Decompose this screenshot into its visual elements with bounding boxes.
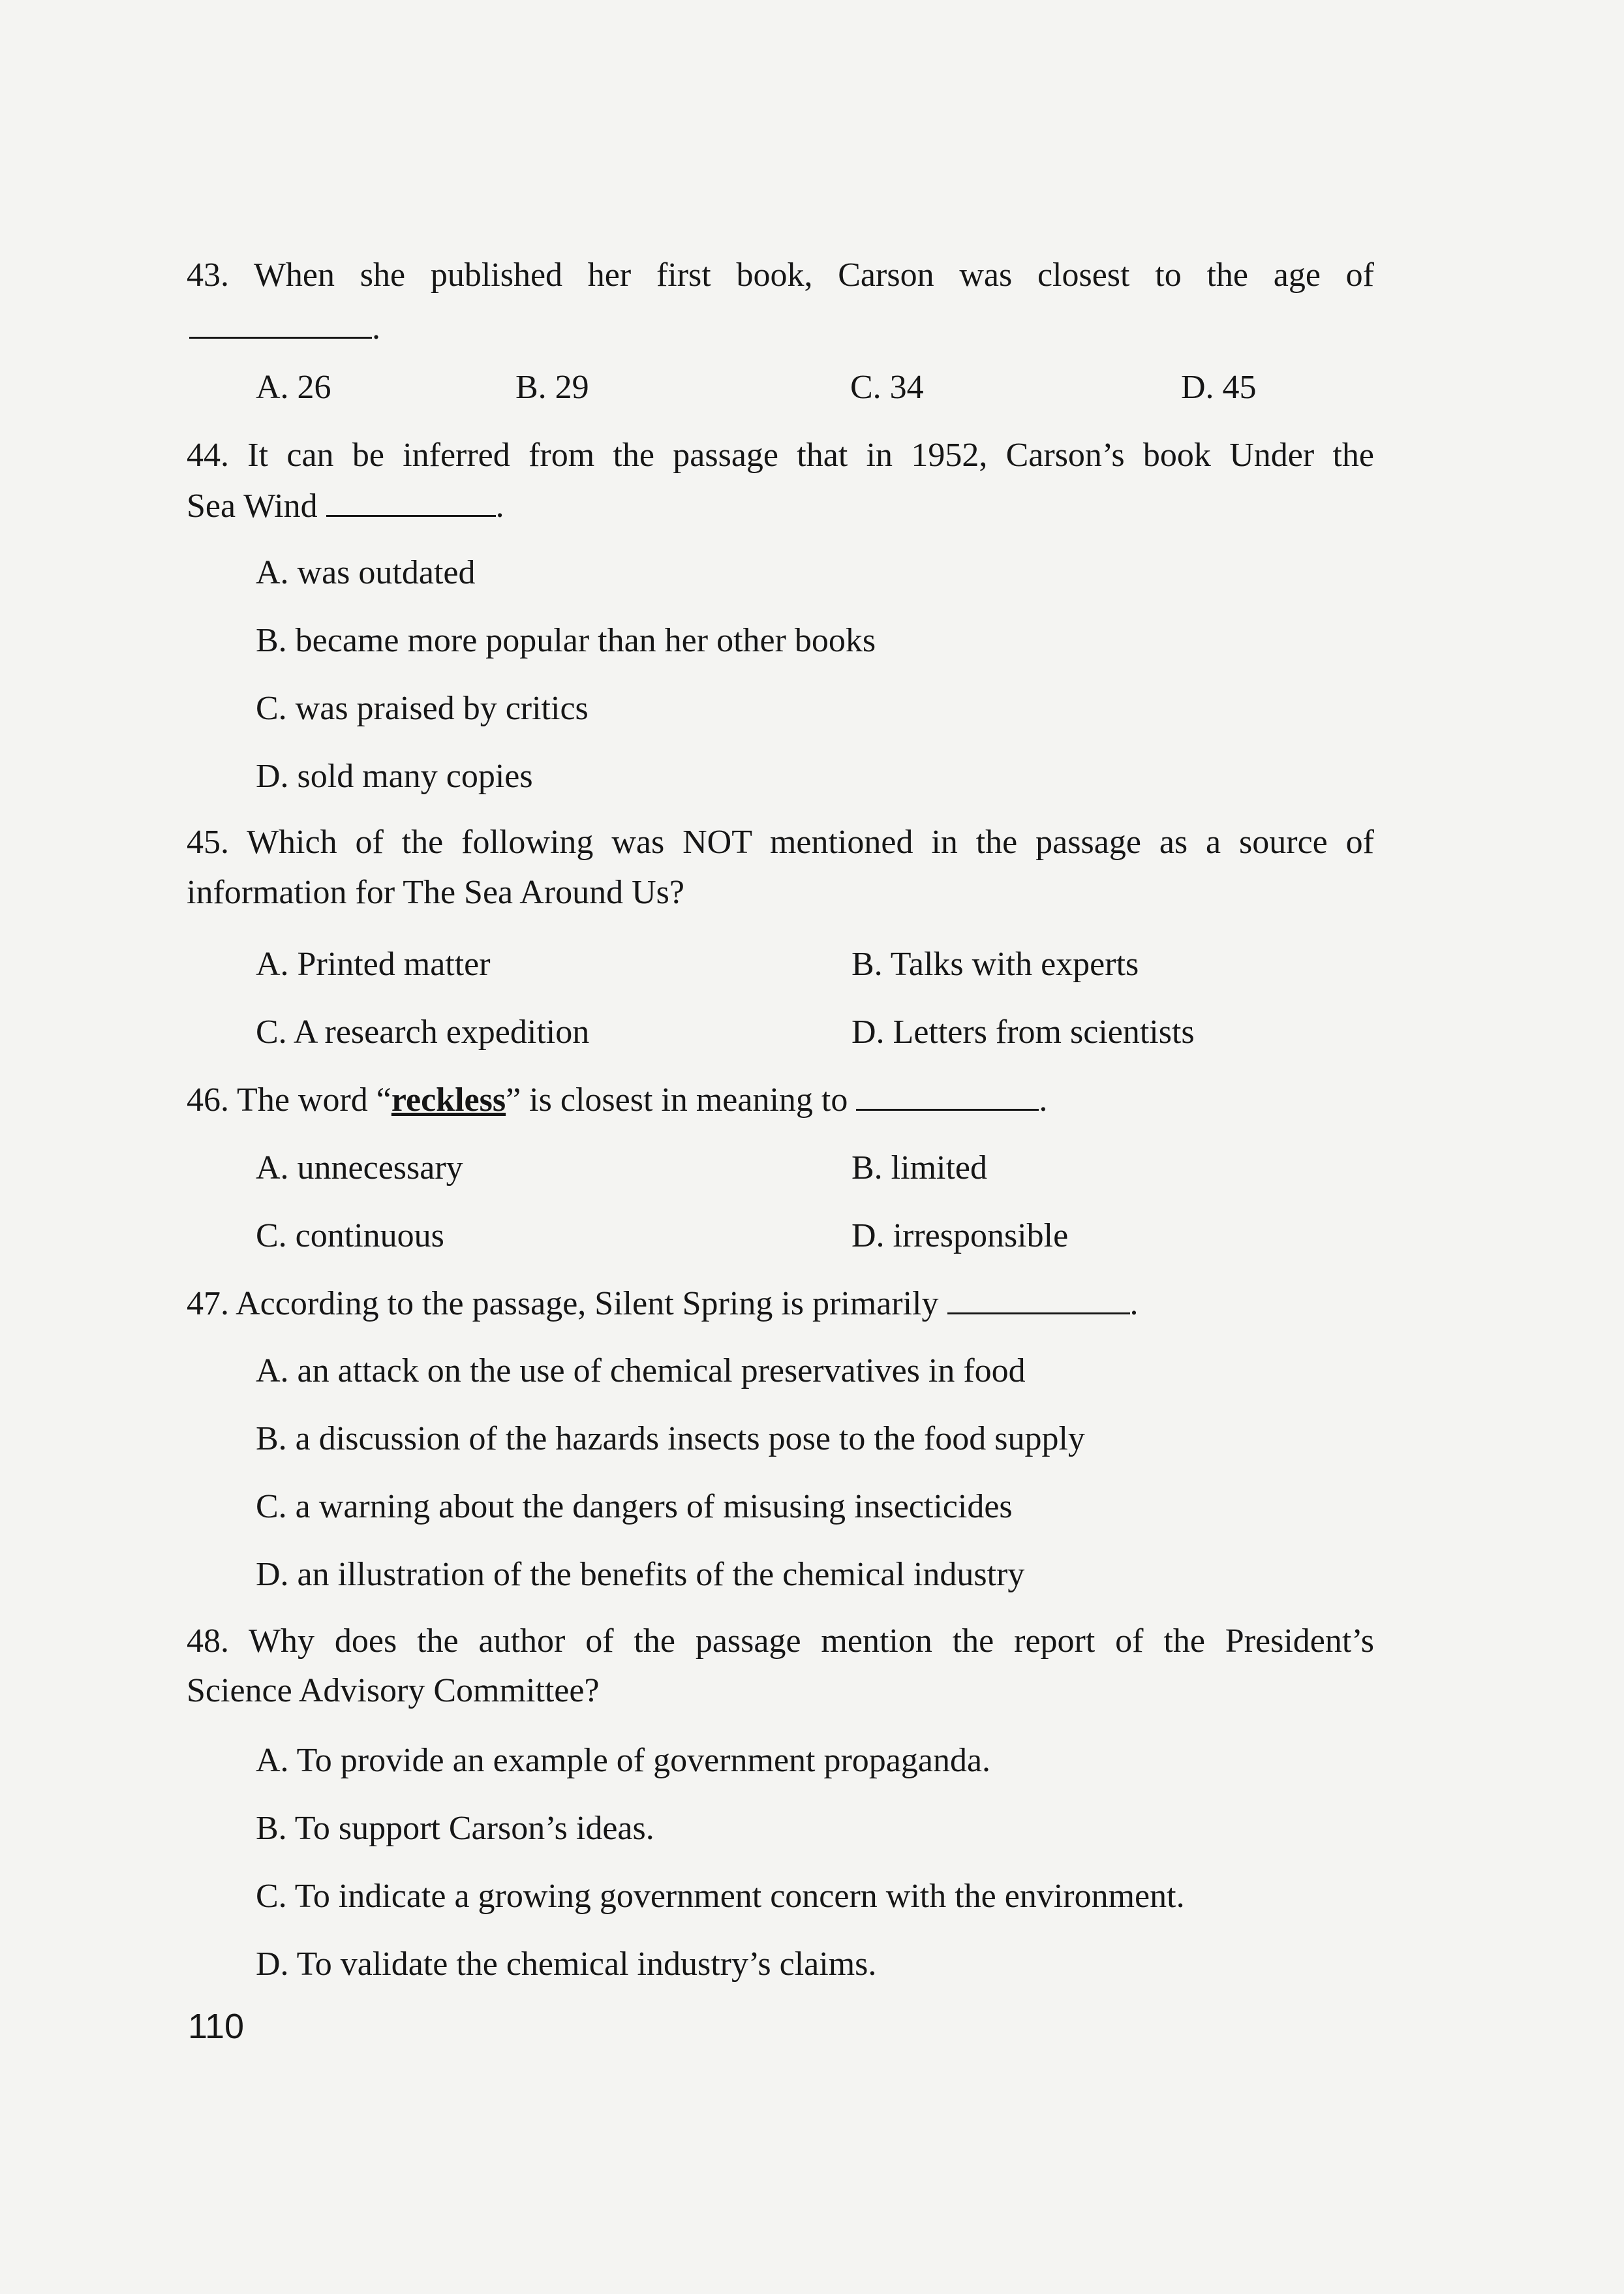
option-44-b: B. became more popular than her other books xyxy=(256,622,876,659)
option-46-c: C. continuous xyxy=(256,1217,444,1254)
question-43-stem: 43. When she published her first book, Carson was closest to the age of xyxy=(187,256,1374,294)
option-46-a: A. unnecessary xyxy=(256,1149,463,1186)
question-48-stem-line1: 48. Why does the author of the passage mention the report of the President’s xyxy=(187,1622,1374,1660)
option-48-a: A. To provide an example of government propaganda. xyxy=(256,1742,991,1779)
option-48-d: D. To validate the chemical industry’s claims. xyxy=(256,1945,877,1983)
question-48-stem-line2: Science Advisory Committee? xyxy=(187,1672,600,1709)
option-48-c: C. To indicate a growing government concern with the environment. xyxy=(256,1878,1185,1915)
option-47-a: A. an attack on the use of chemical preservatives in food xyxy=(256,1352,1026,1389)
option-43-a: A. 26 xyxy=(256,369,331,406)
option-45-b: B. Talks with experts xyxy=(851,946,1139,983)
question-47-stem: 47. According to the passage, Silent Spring is primarily . xyxy=(187,1279,1139,1329)
option-43-d: D. 45 xyxy=(1181,369,1257,406)
option-48-b: B. To support Carson’s ideas. xyxy=(256,1810,654,1847)
question-46-stem: 46. The word “reckless” is closest in meaning to . xyxy=(187,1076,1047,1125)
option-44-a: A. was outdated xyxy=(256,554,476,591)
option-47-b: B. a discussion of the hazards insects pose to the food supply xyxy=(256,1420,1085,1457)
option-47-d: D. an illustration of the benefits of the chemical industry xyxy=(256,1556,1025,1593)
question-45-stem-line1: 45. Which of the following was NOT mentioned in the passage as a source of xyxy=(187,824,1374,861)
question-44-stem-line1: 44. It can be inferred from the passage that in 1952, Carson’s book Under the xyxy=(187,437,1374,474)
question-43-blank-line: . xyxy=(189,303,380,353)
option-45-a: A. Printed matter xyxy=(256,946,491,983)
answer-blank xyxy=(326,482,496,517)
answer-blank xyxy=(947,1280,1130,1314)
page-number: 110 xyxy=(188,2007,245,2046)
option-45-d: D. Letters from scientists xyxy=(851,1014,1195,1051)
answer-blank xyxy=(856,1076,1039,1111)
option-43-c: C. 34 xyxy=(850,369,924,406)
option-47-c: C. a warning about the dangers of misusing insecticides xyxy=(256,1488,1013,1525)
answer-blank xyxy=(189,304,372,339)
keyword: reckless xyxy=(391,1081,506,1119)
option-43-b: B. 29 xyxy=(515,369,589,406)
option-46-b: B. limited xyxy=(851,1149,987,1186)
option-44-d: D. sold many copies xyxy=(256,758,533,795)
option-44-c: C. was praised by critics xyxy=(256,690,589,727)
option-46-d: D. irresponsible xyxy=(851,1217,1069,1254)
question-45-stem-line2: information for The Sea Around Us? xyxy=(187,874,684,911)
option-45-c: C. A research expedition xyxy=(256,1014,590,1051)
question-44-stem-line2: Sea Wind . xyxy=(187,482,504,531)
